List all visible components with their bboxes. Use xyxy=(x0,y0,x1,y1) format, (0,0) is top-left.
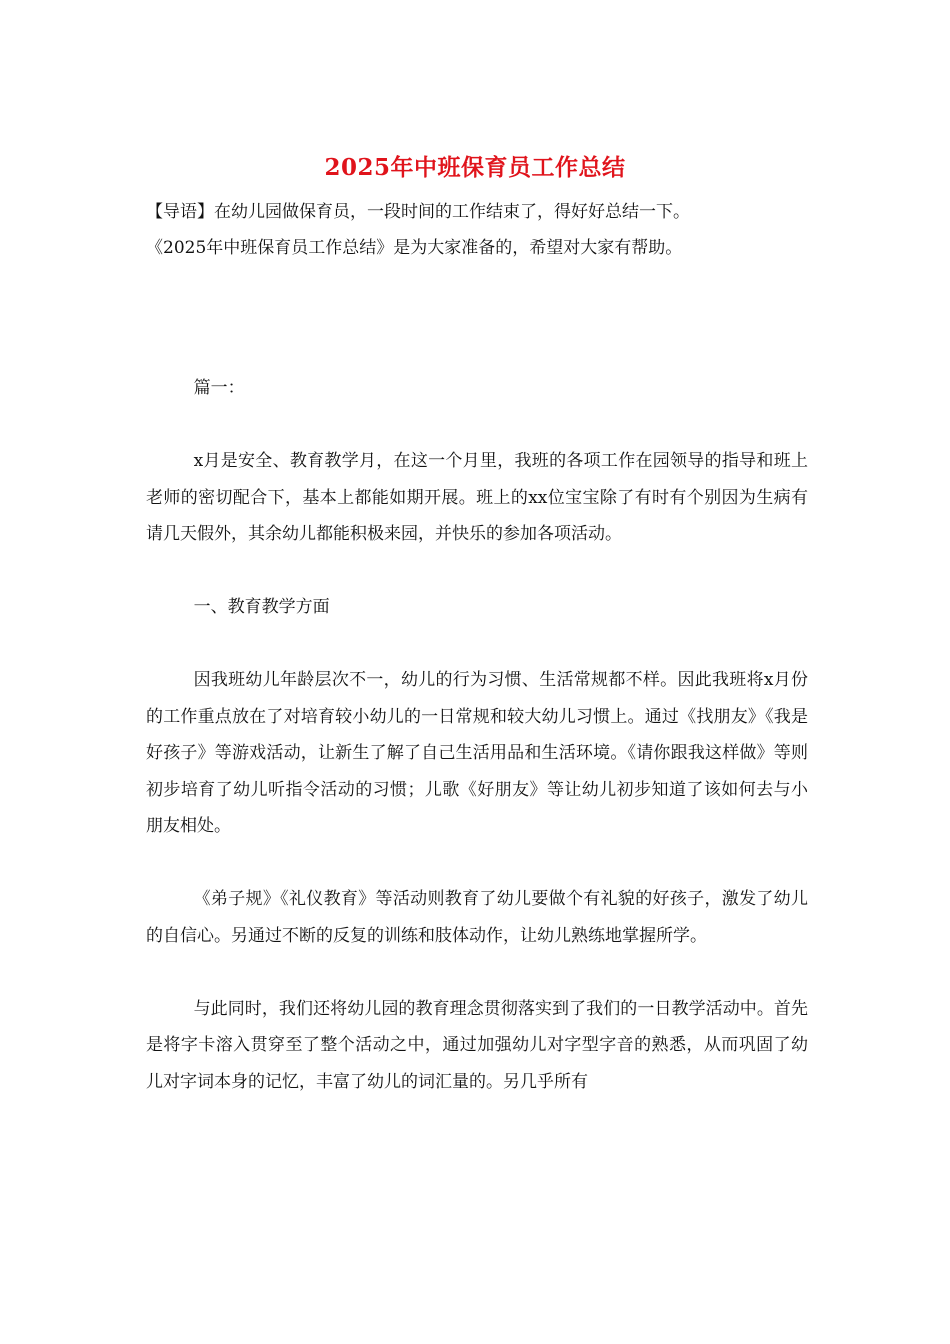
section-label: 篇一： xyxy=(193,378,245,398)
intro-line-1: 【导语】在幼儿园做保育员，一段时间的工作结束了，得好好总结一下。 xyxy=(146,202,690,222)
paragraph: 因我班幼儿年龄层次不一，幼儿的行为习惯、生活常规都不样。因此我班将x月份的工作重点放在了对培育较小幼儿的一日常规和较大幼儿习惯上。通过《找朋友》《我是好孩子》等游戏活动，让新生了解了自己生活用品和生活环境。《请你跟我这样做》等则初步培育了幼儿听指令活动的习惯；儿歌《好朋友》等让幼儿初步知道了该如何去与小朋友相处。 xyxy=(146,670,808,836)
document-body xyxy=(146,370,808,1137)
paragraph: 《弟子规》《礼仪教育》等活动则教育了幼儿要做个有礼貌的好孩子，激发了幼儿的自信心。另通过不断的反复的训练和肢体动作，让幼儿熟练地掌握所学。 xyxy=(146,889,808,946)
paragraph: x月是安全、教育教学月，在这一个月里，我班的各项工作在园领导的指导和班上老师的密切配合下，基本上都能如期开展。班上的xx位宝宝除了有时有个别因为生病有请几天假外，其余幼儿都能积极来园，并快乐的参加各项活动。 xyxy=(146,451,808,544)
paragraph: 与此同时，我们还将幼儿园的教育理念贯彻落实到了我们的一日教学活动中。首先是将字卡溶入贯穿至了整个活动之中，通过加强幼儿对字型字音的熟悉，从而巩固了幼儿对字词本身的记忆，丰富了幼儿的词汇量的。另几乎所有 xyxy=(146,998,808,1092)
document-title: 2025年中班保育员工作总结 xyxy=(324,154,626,181)
intro-line-2: 《2025年中班保育员工作总结》是为大家准备的，希望对大家有帮助。 xyxy=(146,238,683,258)
section-heading: 一、教育教学方面 xyxy=(193,597,330,617)
